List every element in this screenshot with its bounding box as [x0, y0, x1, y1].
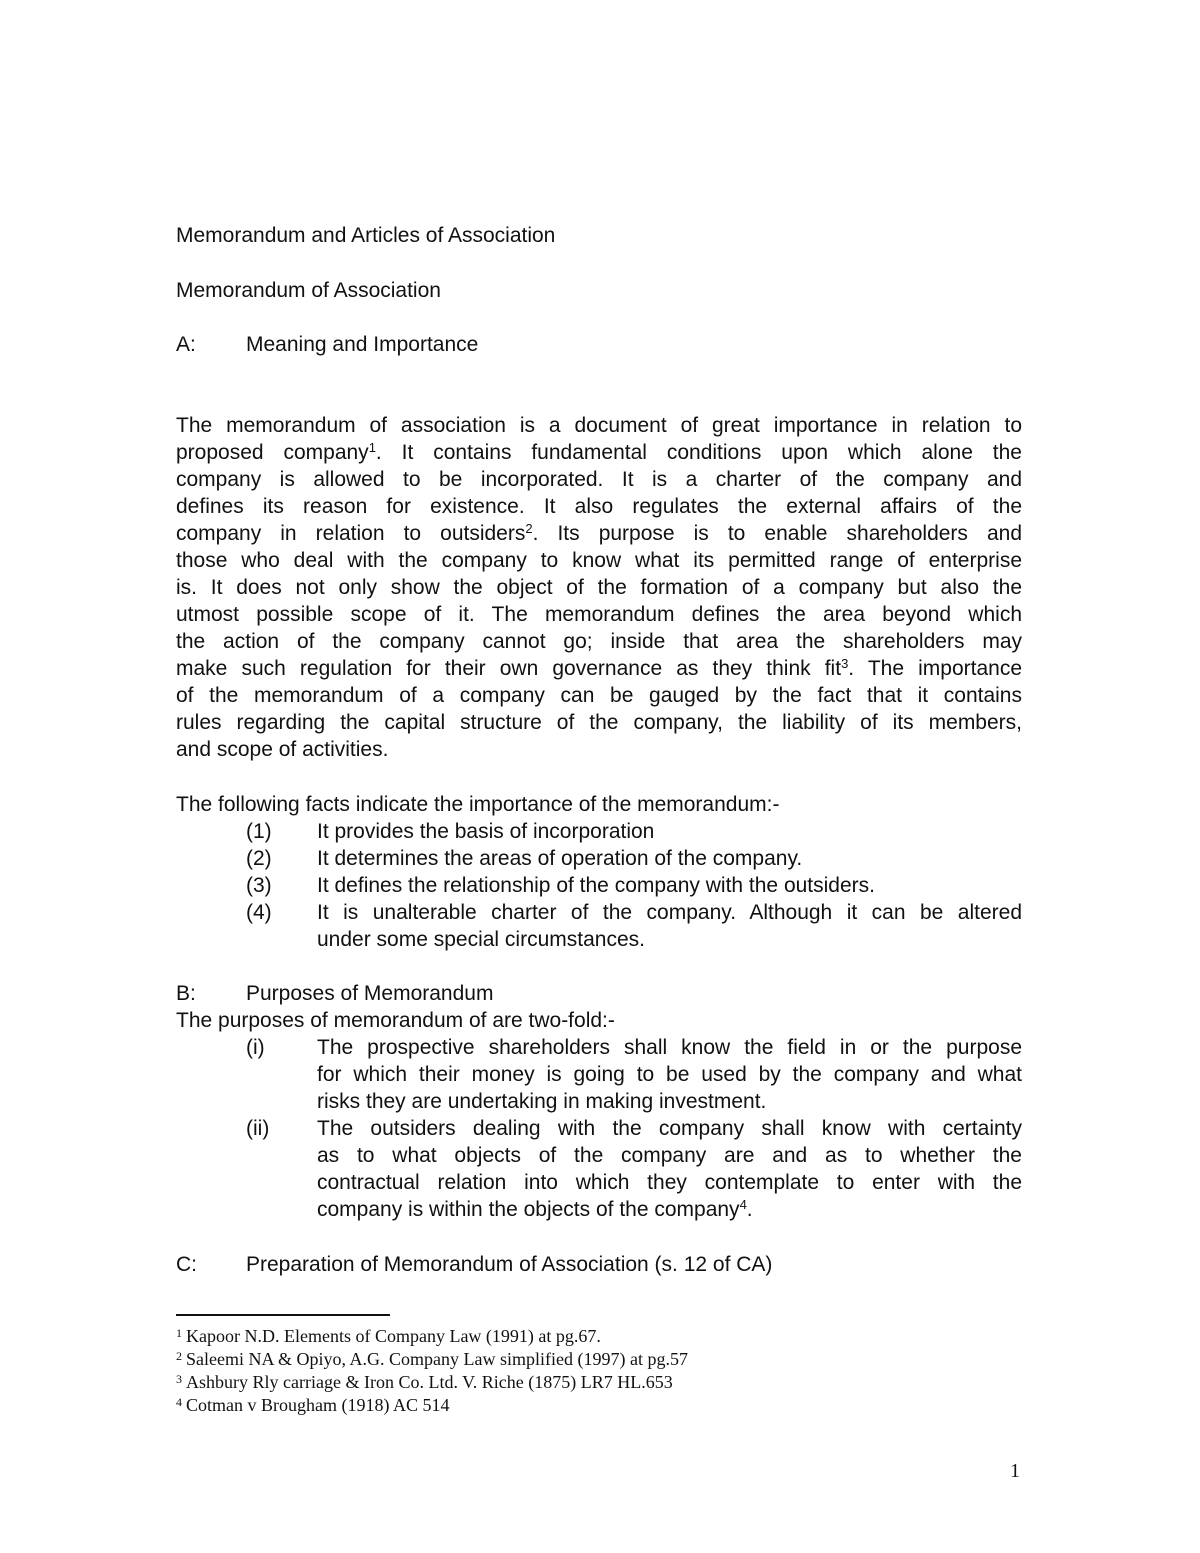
list-item-continuation: company is within the objects of the company$^4$.: [317, 1197, 753, 1221]
list-item-number: (3): [246, 874, 272, 897]
list-item: It defines the relationship of the company with the outsiders.: [317, 874, 875, 897]
paragraph-line: The memorandum of association is a document of great importance in relation to: [176, 414, 1022, 437]
footnote-number: 1: [176, 1326, 182, 1340]
paragraph-line: company in relation to outsiders$^2$. Its purpose is to enable shareholders and: [176, 521, 1023, 545]
purposes-intro: The purposes of memorandum of are two-fold:-: [176, 1009, 615, 1032]
paragraph-line: of the memorandum of a company can be gauged by the fact that it contains: [176, 684, 1022, 707]
section-c-heading: Preparation of Memorandum of Association (s. 12 of CA): [246, 1253, 773, 1276]
paragraph-line: the action of the company cannot go; inside that area the shareholders may: [176, 630, 1022, 653]
footnote-ref: 2: [525, 521, 533, 536]
list-item-number: (1): [246, 820, 272, 843]
paragraph-line: utmost possible scope of it. The memorandum defines the area beyond which: [176, 603, 1022, 626]
section-a-heading: Meaning and Importance: [246, 333, 479, 356]
list-item: It is unalterable charter of the company. Although it can be altered: [317, 901, 1022, 924]
list-item-number: (ii): [246, 1117, 270, 1140]
footnote: $^3$ Ashbury Rly carriage & Iron Co. Ltd. V. Riche (1875) LR7 HL.653: [176, 1372, 673, 1392]
paragraph-line: make such regulation for their own governance as they think fit$^3$. The importance: [176, 656, 1023, 680]
paragraph-line: proposed company$^1$. It contains fundamental conditions upon which alone the: [176, 440, 1022, 464]
list-item: It determines the areas of operation of the company.: [317, 847, 803, 870]
section-c-label: C:: [176, 1253, 197, 1276]
paragraph-line: company is allowed to be incorporated. It is a charter of the company and: [176, 468, 1022, 491]
document-title: Memorandum and Articles of Association: [176, 224, 556, 247]
footnote-ref: 1: [368, 440, 376, 455]
paragraph-line: defines its reason for existence. It also regulates the external affairs of the: [176, 495, 1022, 518]
section-b-heading: Purposes of Memorandum: [246, 982, 494, 1005]
paragraph-line: is. It does not only show the object of the formation of a company but also the: [176, 576, 1022, 599]
footnote-number: 4: [176, 1395, 182, 1409]
list-item-number: (2): [246, 847, 272, 870]
list-item-number: (4): [246, 901, 272, 924]
section-b-label: B:: [176, 982, 196, 1005]
paragraph-line: and scope of activities.: [176, 738, 389, 761]
page-number: 1: [1010, 1460, 1020, 1482]
footnote: $^4$ Cotman v Brougham (1918) AC 514: [176, 1395, 450, 1415]
list-item: The prospective shareholders shall know the field in or the purpose: [317, 1036, 1022, 1059]
list-item-continuation: as to what objects of the company are and as to whether the: [317, 1144, 1022, 1167]
section-a-label: A:: [176, 333, 196, 356]
paragraph-line: rules regarding the capital structure of the company, the liability of its members,: [176, 711, 1022, 734]
footnote-number: 2: [176, 1349, 182, 1363]
list-item: The outsiders dealing with the company shall know with certainty: [317, 1117, 1022, 1140]
footnote-separator: [176, 1314, 390, 1316]
list-item-continuation: contractual relation into which they contemplate to enter with the: [317, 1171, 1022, 1194]
paragraph-line: those who deal with the company to know what its permitted range of enterprise: [176, 549, 1022, 572]
footnote: $^2$ Saleemi NA & Opiyo, A.G. Company Law simplified (1997) at pg.57: [176, 1349, 688, 1369]
footnote: $^1$ Kapoor N.D. Elements of Company Law (1991) at pg.67.: [176, 1326, 601, 1346]
list-item: It provides the basis of incorporation: [317, 820, 655, 843]
document-subtitle: Memorandum of Association: [176, 279, 441, 302]
list-item-continuation: risks they are undertaking in making investment.: [317, 1090, 767, 1113]
list-item-continuation: under some special circumstances.: [317, 928, 645, 951]
footnote-ref: 3: [841, 656, 849, 671]
footnote-number: 3: [176, 1372, 182, 1386]
list-item-number: (i): [246, 1036, 265, 1059]
list-item-continuation: for which their money is going to be used by the company and what: [317, 1063, 1022, 1086]
facts-intro: The following facts indicate the importance of the memorandum:-: [176, 793, 780, 816]
footnote-ref: 4: [739, 1197, 747, 1212]
